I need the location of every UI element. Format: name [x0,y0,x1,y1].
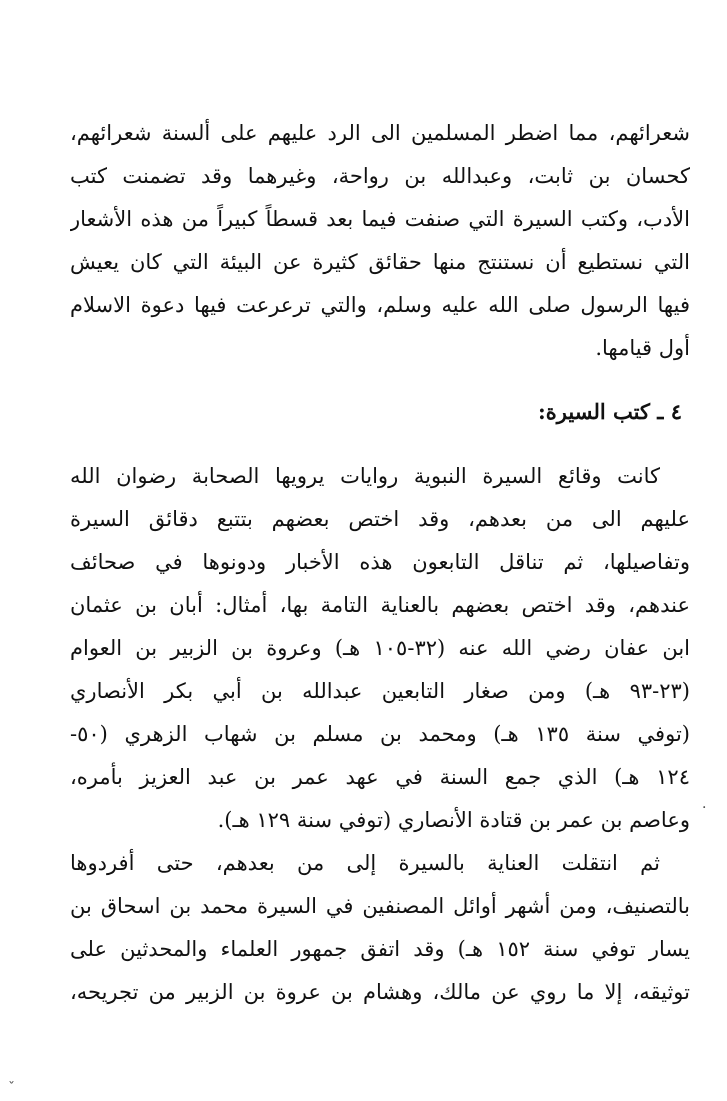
text-line: شعرائهم، مما اضطر المسلمين الى الرد عليهم على ألسنة شعرائهم، [70,121,690,145]
text-line: عليهم الى من بعدهم، وقد اختص بعضهم بتتبع دقائق السيرة [70,507,690,531]
text-line: وتفاصيلها، ثم تناقل التابعون هذه الأخبار ودونوها في صحائف [70,550,690,574]
text-line: توثيقه، إلا ما روي عن مالك، وهشام بن عروة بن الزبير من تجريحه، [70,980,690,1004]
text-line: عندهم، وقد اختص بعضهم بالعناية التامة بها، أمثال: أبان بن عثمان [70,593,690,617]
section-heading: ٤ ـ كتب السيرة: [538,399,682,424]
text-line: ١٢٤ هـ) الذي جمع السنة في عهد عمر بن عبد العزيز بأمره، [70,765,690,789]
text-line: ابن عفان رضي الله عنه (٣٢-١٠٥ هـ) وعروة بن الزبير بن العوام [70,636,690,660]
paragraph-authors [70,842,690,1014]
text-line: فيها الرسول صلى الله عليه وسلم، والتي ترعرعت فيها دعوة الاسلام [70,293,690,317]
text-line: ثم انتقلت العناية بالسيرة إلى من بعدهم، حتى أفردوها [70,851,660,875]
text-line: (٢٣-٩٣ هـ) ومن صغار التابعين عبدالله بن أبي بكر الأنصاري [70,679,690,703]
text-line: (توفي سنة ١٣٥ هـ) ومحمد بن مسلم بن شهاب الزهري (٥٠- [70,722,690,746]
page-text-block [70,100,690,1014]
text-line: كحسان بن ثابت، وعبدالله بن رواحة، وغيرهما وقد تضمنت كتب [70,164,690,188]
text-line: وعاصم بن عمر بن قتادة الأنصاري (توفي سنة ١٢٩ هـ). [217,808,690,832]
text-line: أول قيامها. [595,336,690,360]
text-line: يسار توفي سنة ١٥٢ هـ) وقد اتفق جمهور العلماء والمحدثين على [70,937,690,961]
scan-speck: ˯ [8,1068,15,1084]
paragraph-poetry [70,112,690,370]
text-line: بالتصنيف، ومن أشهر أوائل المصنفين في السيرة محمد بن اسحاق بن [70,894,690,918]
text-line: الأدب، وكتب السيرة التي صنفت فيما بعد قسطاً كبيراً من هذه الأشعار [70,207,690,231]
text-line: كانت وقائع السيرة النبوية روايات يرويها الصحابة رضوان الله [70,464,660,488]
paragraph-sira-books [70,455,690,842]
text-line: التي نستطيع أن نستنتج منها حقائق كثيرة عن البيئة التي كان يعيش [70,250,690,274]
scan-speck: · [702,800,707,816]
